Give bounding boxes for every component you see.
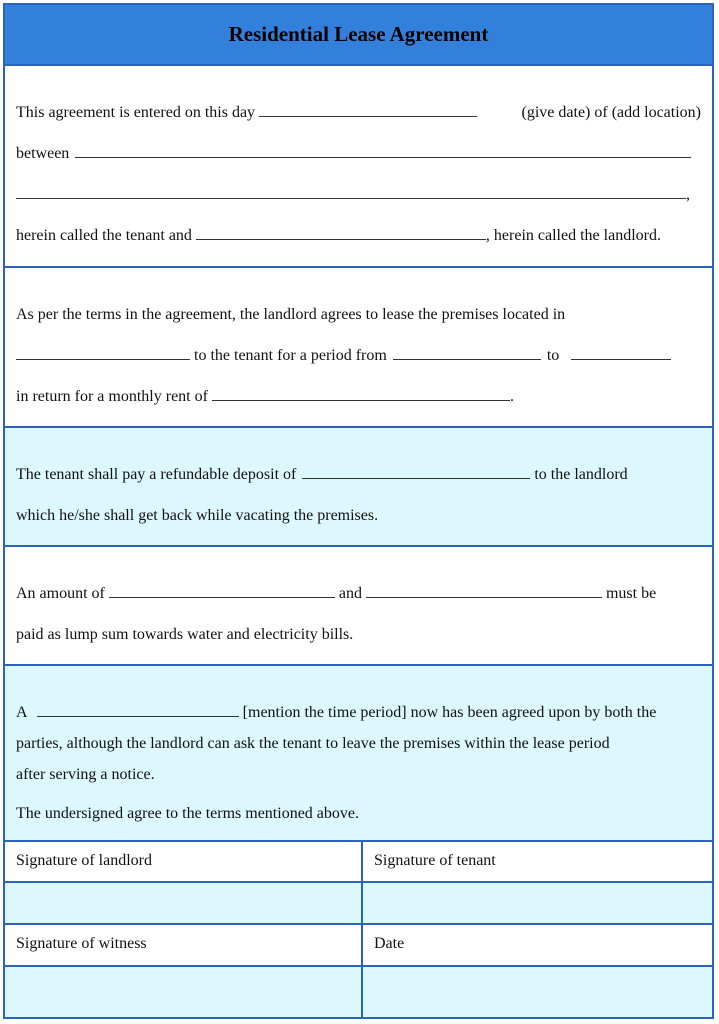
text-a: A <box>16 704 27 721</box>
blank-tenant-name[interactable] <box>16 186 686 199</box>
signature-table <box>5 842 712 1017</box>
text-undersigned: The undersigned agree to the terms mentioned above. <box>16 805 359 822</box>
text-parties: parties, although the landlord can ask the tenant to leave the premises within the lease period <box>16 735 610 752</box>
blank-landlord-name[interactable] <box>196 227 486 240</box>
text-to-landlord: to the landlord <box>534 466 628 483</box>
text-mention-period: [mention the time period] now has been agreed upon by both the <box>242 704 657 721</box>
blank-electricity-amount[interactable] <box>366 585 602 598</box>
section-time-period <box>5 666 712 842</box>
text-terms: As per the terms in the agreement, the landlord agrees to lease the premises located in <box>16 306 566 323</box>
label-date: Date <box>374 935 405 952</box>
section-deposit <box>5 428 712 547</box>
page-title: Residential Lease Agreement <box>228 22 489 46</box>
blank-deposit-amount[interactable] <box>302 466 530 479</box>
blank-period-start[interactable] <box>393 347 541 360</box>
text-landlord-called: , herein called the landlord. <box>485 227 661 244</box>
label-signature-tenant: Signature of tenant <box>374 852 496 869</box>
title-bar <box>5 5 712 66</box>
text-and: and <box>338 585 362 602</box>
text-tenant-called: herein called the tenant and <box>16 227 192 244</box>
text-period: . <box>509 388 514 405</box>
section-parties <box>5 66 712 268</box>
text-give-date: (give date) of (add location) <box>521 104 701 121</box>
blank-between[interactable] <box>75 145 691 158</box>
text-vacating: which he/she shall get back while vacating the premises. <box>16 507 379 524</box>
field-signature-witness[interactable] <box>5 967 361 1017</box>
field-signature-landlord[interactable] <box>5 883 361 923</box>
blank-time-period[interactable] <box>37 704 239 717</box>
blank-date[interactable] <box>259 104 477 117</box>
text-amount-of: An amount of <box>16 585 105 602</box>
text-deposit: The tenant shall pay a refundable deposit of <box>16 466 297 483</box>
section-premises <box>5 268 712 428</box>
section-utilities <box>5 547 712 666</box>
blank-period-end[interactable] <box>571 347 671 360</box>
text-monthly-rent: in return for a monthly rent of <box>16 388 208 405</box>
field-date[interactable] <box>363 967 712 1017</box>
blank-premises-location[interactable] <box>16 347 190 360</box>
text-between: between <box>16 145 70 162</box>
lease-document <box>3 3 714 1019</box>
text-period-from: to the tenant for a period from <box>194 347 387 364</box>
text-to: to <box>546 347 560 364</box>
label-signature-witness: Signature of witness <box>16 935 147 952</box>
blank-water-amount[interactable] <box>109 585 335 598</box>
field-signature-tenant[interactable] <box>363 883 712 923</box>
text-comma: , <box>686 186 690 203</box>
text-agreement-day: This agreement is entered on this day <box>16 104 256 121</box>
text-must-be: must be <box>605 585 657 602</box>
text-lump-sum: paid as lump sum towards water and electricity bills. <box>16 626 354 643</box>
column-divider <box>361 842 363 1017</box>
label-signature-landlord: Signature of landlord <box>16 852 152 869</box>
blank-monthly-rent[interactable] <box>212 388 510 401</box>
text-serving-notice: after serving a notice. <box>16 766 155 783</box>
